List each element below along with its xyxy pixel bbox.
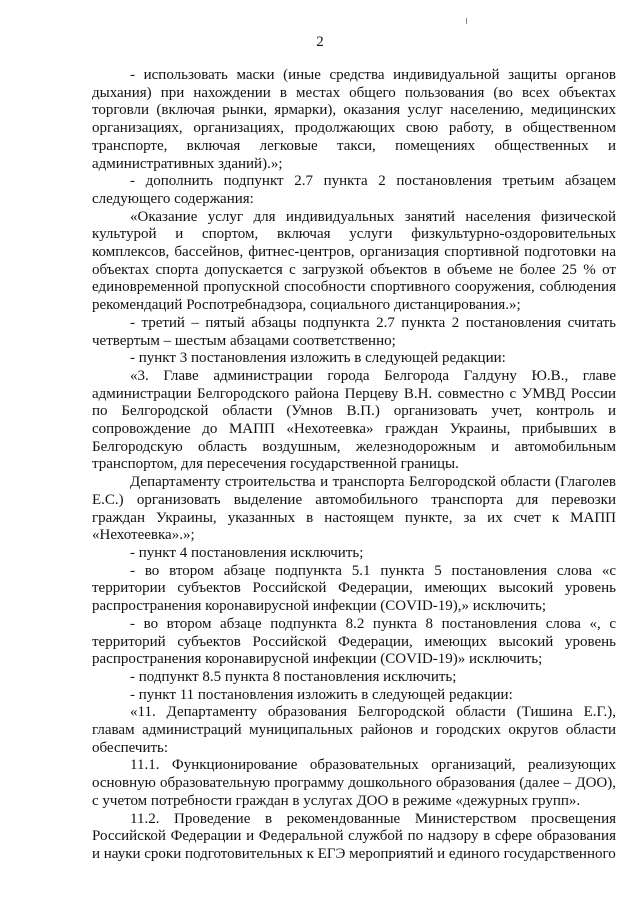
paragraph: - пункт 3 постановления изложить в следующей редакции: <box>130 350 506 367</box>
paragraph: «11. Департаменту образования Белгородской области (Тишина Е.Г.), главам администраций муниципальных районов и городских округов области обеспечить: <box>92 704 616 756</box>
paragraph: - третий – пятый абзацы подпункта 2.7 пункта 2 постановления считать четвертым – шестым абзацами соответственно; <box>92 314 616 349</box>
paragraph: Департаменту строительства и транспорта Белгородской области (Глаголев Е.С.) организовать выделение автомобильного транспорта для перевозки граждан Украины, указанных в настоящем пункте, за их счет к МАПП «Нехотеевка».»; <box>92 474 616 544</box>
paragraph: - во втором абзаце подпункта 8.2 пункта 8 постановления слова «, с территорий субъектов Российской Федерации, имеющих высокий уровень распространения коронавирусной инфекции (COVID-19)» исключить; <box>92 615 616 668</box>
paragraph: - подпункт 8.5 пункта 8 постановления исключить; <box>130 668 457 685</box>
document-body <box>92 67 616 864</box>
paragraph: - использовать маски (иные средства индивидуальной защиты органов дыхания) при нахождении в местах общего пользования (во всех объектах торговли (включая рынки, ярмарки), оказания услуг населению, медицинских организациях, организациях, продолжающих свою работу, в общественном транспорте, включая легковые такси, помещениях общественных и административных зданий).»; <box>92 67 616 172</box>
paragraph: - дополнить подпункт 2.7 пункта 2 постановления третьим абзацем следующего содержания: <box>92 173 616 207</box>
paragraph: - пункт 11 постановления изложить в следующей редакции: <box>130 686 513 703</box>
paragraph: - пункт 4 постановления исключить; <box>130 544 364 561</box>
paragraph: 11.2. Проведение в рекомендованные Министерством просвещения Российской Федерации и Федеральной службой по надзору в сфере образования и науки сроки подготовительных к ЕГЭ мероприятий и единого государственного <box>92 810 616 862</box>
page-number: 2 <box>316 34 324 50</box>
paragraph: - во втором абзаце подпункта 5.1 пункта 5 постановления слова «с территории субъектов Российской Федерации, имеющих высокий уровень распространения коронавирусной инфекции (COVID-19),» исключить; <box>92 562 616 615</box>
paragraph: «3. Главе администрации города Белгорода Галдуну Ю.В., главе администрации Белгородского района Перцеву В.Н. совместно с УМВД России по Белгородской области (Умнов В.П.) организовать учет, контроль и сопровождение до МАПП «Нехотеевка» граждан Украины, прибывших в Белгородскую область воздушным, железнодорожным и автомобильным транспортом, для пересечения государственной границы. <box>92 367 616 473</box>
scan-mark <box>466 18 467 24</box>
paragraph: «Оказание услуг для индивидуальных занятий населения физической культурой и спортом, включая услуги физкультурно-оздоровительных комплексов, бассейнов, фитнес-центров, организация спортивной подготовки на объектах спорта допускается с загрузкой объектов в объеме не более 25 % от единовременной пропускной способности спортивного сооружения, соблюдения рекомендаций Роспотребнадзора, социального дистанцирования.»; <box>92 208 616 314</box>
paragraph: 11.1. Функционирование образовательных организаций, реализующих основную образовательную программу дошкольного образования (далее – ДОО), с учетом потребности граждан в услугах ДОО в режиме «дежурных групп». <box>92 757 616 809</box>
